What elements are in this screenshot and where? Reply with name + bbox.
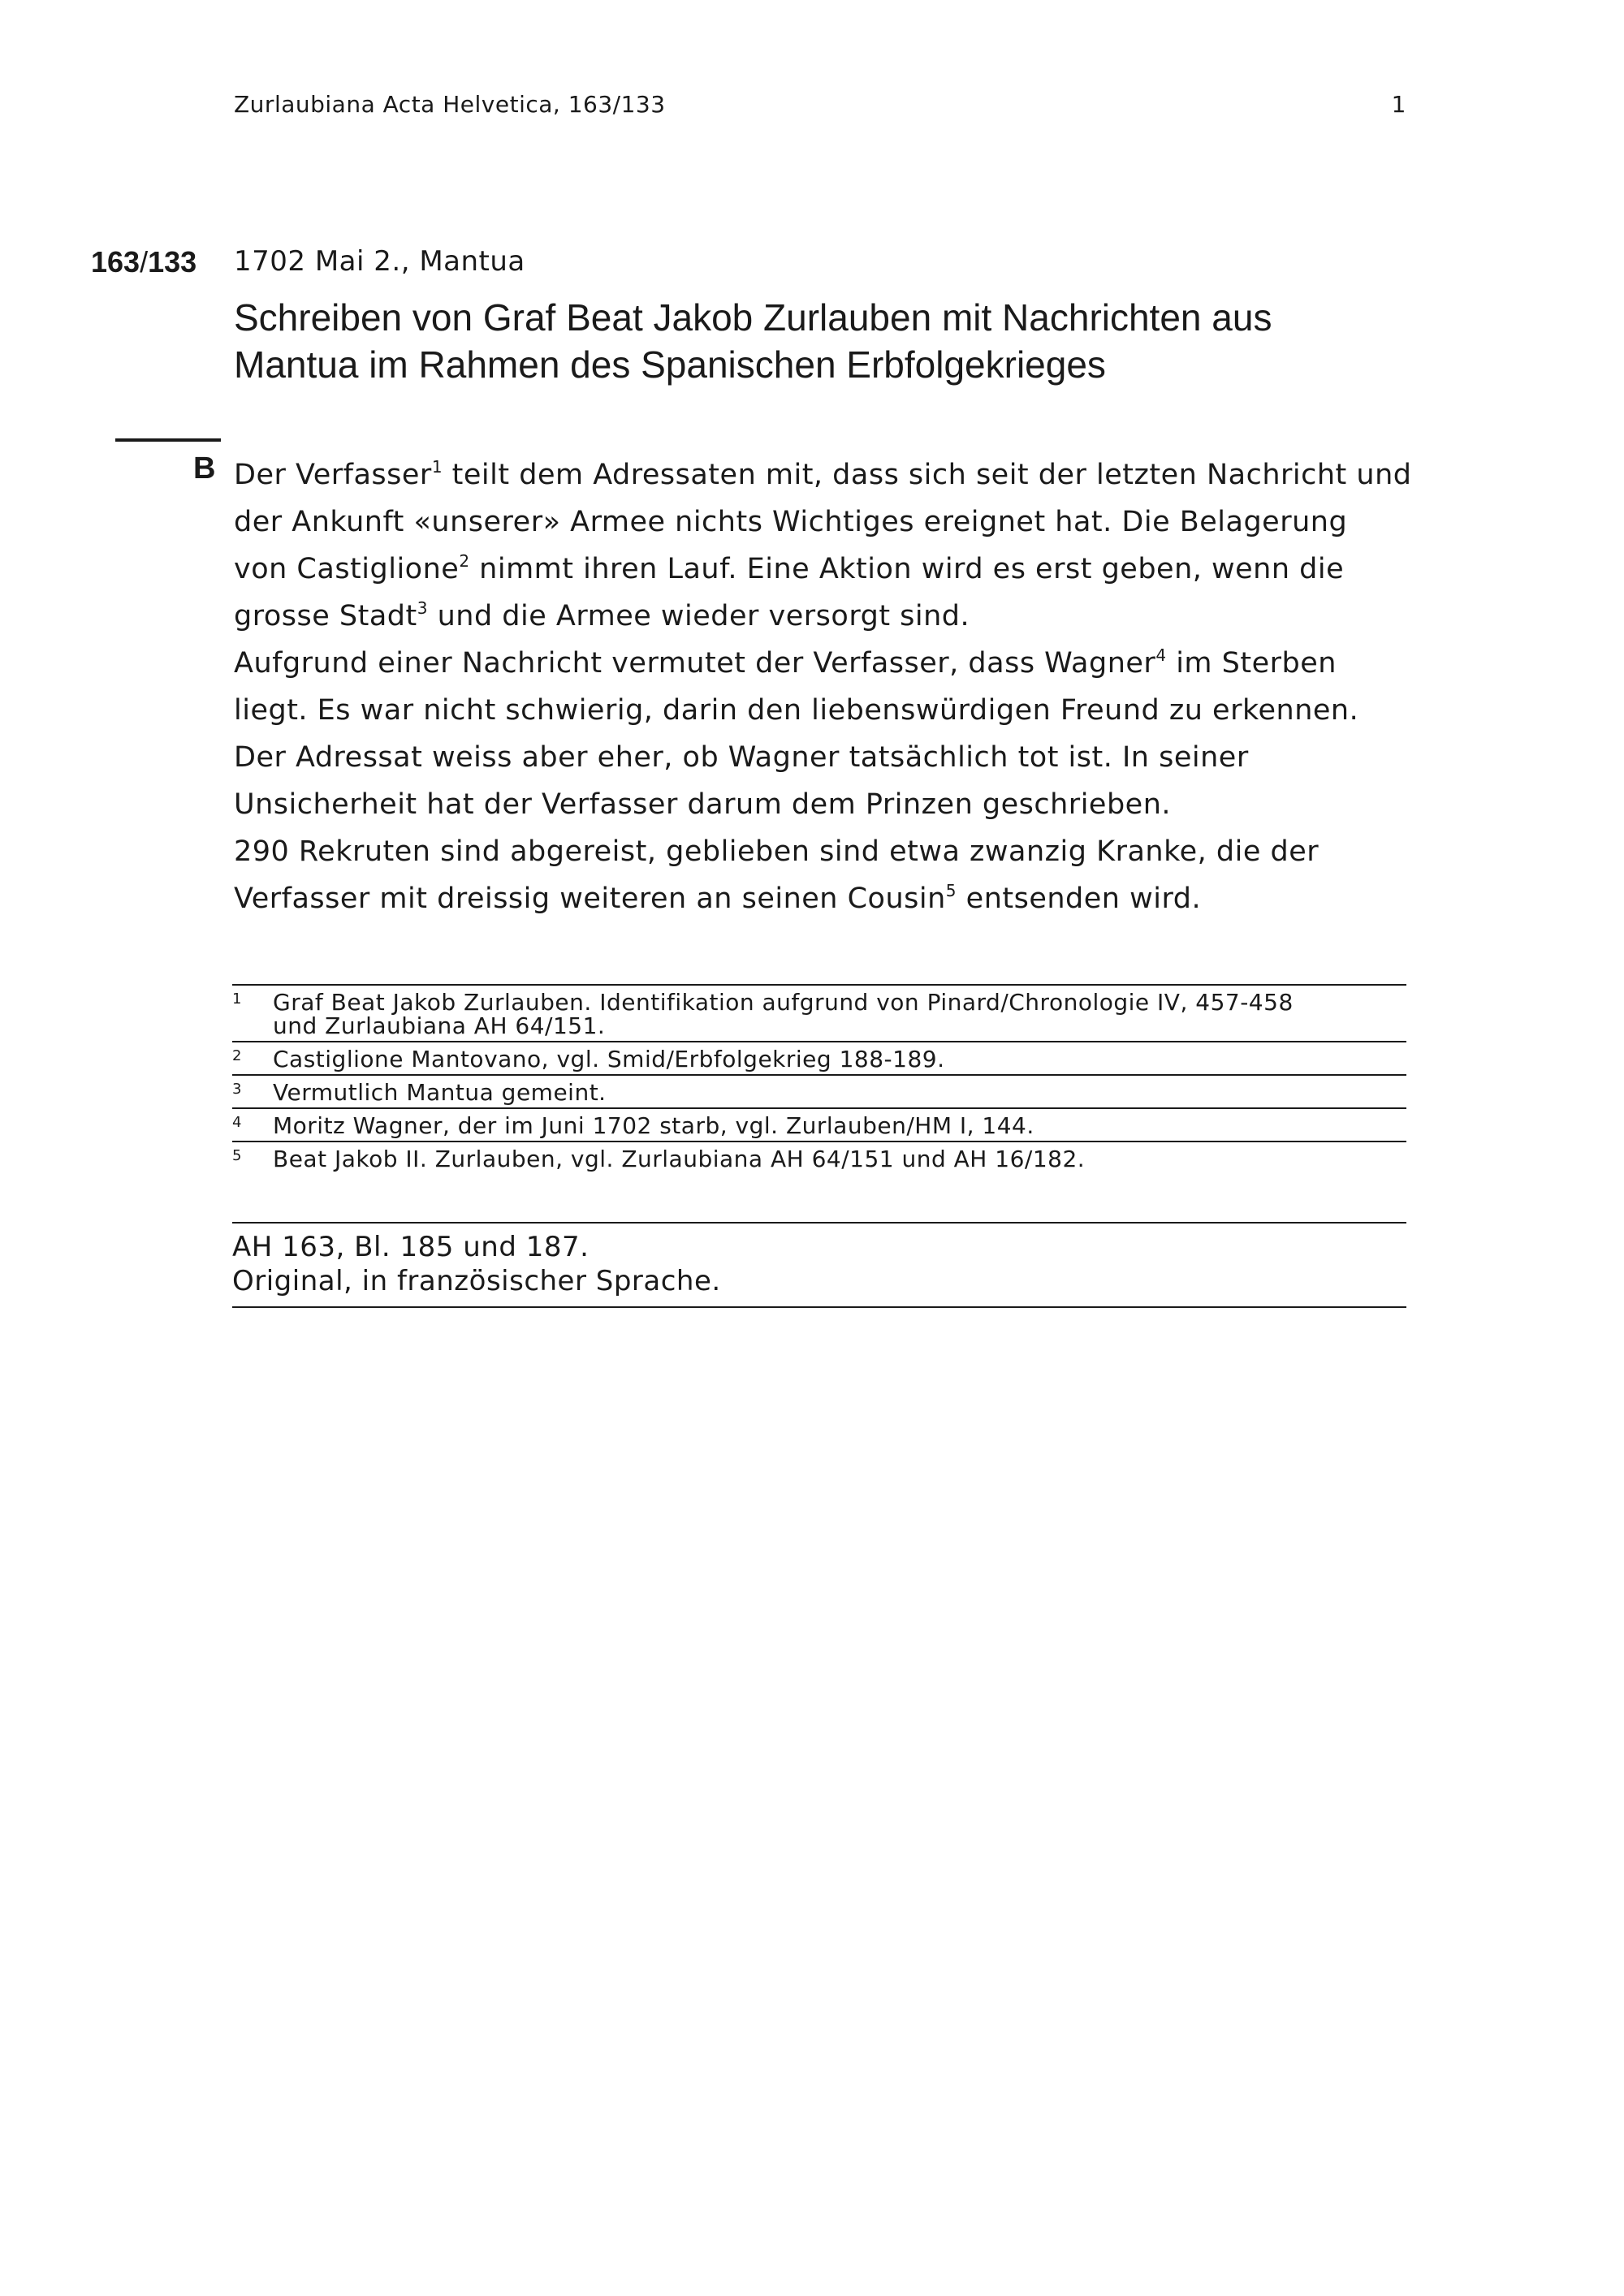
source-note <box>232 1222 1406 1308</box>
summary-line: der Ankunft «unserer» Armee nichts Wichtiges ereignet hat. Die Belagerung <box>234 506 1348 538</box>
footnote-text: Moritz Wagner, der im Juni 1702 starb, vgl. Zurlauben/HM I, 144. <box>273 1112 1034 1139</box>
document-date-place: 1702 Mai 2., Mantua <box>234 245 525 278</box>
footnote-item <box>232 1141 1406 1174</box>
footnote-text: und Zurlaubiana AH 64/151. <box>273 1012 606 1039</box>
document-number-part: 133 <box>148 245 197 278</box>
page-number: 1 <box>1391 91 1406 118</box>
footnote-reference[interactable]: 1 <box>431 457 443 477</box>
footnote-number: 1 <box>232 990 242 1008</box>
footnotes <box>232 984 1406 1174</box>
section-marker-rule <box>115 438 221 442</box>
summary-text-run: grosse Stadt <box>234 600 417 632</box>
document-title-line: Schreiben von Graf Beat Jakob Zurlauben mit Nachrichten aus <box>234 296 1272 339</box>
footnote-reference[interactable]: 2 <box>459 551 470 571</box>
running-header <box>234 91 1406 132</box>
footnote-item <box>232 1041 1406 1074</box>
footnote-number: 5 <box>232 1147 242 1164</box>
footnote-text: Graf Beat Jakob Zurlauben. Identifikation aufgrund von Pinard/Chronologie IV, 457-458 <box>273 989 1294 1016</box>
footnote-item <box>232 1074 1406 1107</box>
footnote-reference[interactable]: 4 <box>1155 645 1167 665</box>
document-title <box>234 294 1403 388</box>
summary-text-run: nimmt ihren Lauf. Eine Aktion wird es erst geben, wenn die <box>469 553 1345 585</box>
footnote-reference[interactable]: 5 <box>945 881 957 900</box>
summary-text-run: Aufgrund einer Nachricht vermutet der Verfasser, dass Wagner <box>234 647 1156 680</box>
summary-line: Unsicherheit hat der Verfasser darum dem Prinzen geschrieben. <box>234 788 1172 821</box>
summary-text-run: im Sterben <box>1166 647 1337 680</box>
summary-line <box>234 640 1419 687</box>
summary-text-run: entsenden wird. <box>957 883 1202 915</box>
footnote-number: 4 <box>232 1114 242 1131</box>
footnote-number: 2 <box>232 1047 242 1064</box>
summary-line <box>234 546 1419 593</box>
document-number-part: 163 <box>91 245 140 278</box>
summary-text-run: Verfasser mit dreissig weiteren an seinen Cousin <box>234 883 946 915</box>
summary-line: 290 Rekruten sind abgereist, geblieben sind etwa zwanzig Kranke, die der <box>234 835 1320 868</box>
summary-text-run: von Castiglione <box>234 553 460 585</box>
document-title-line: Mantua im Rahmen des Spanischen Erbfolgekrieges <box>234 343 1106 386</box>
running-title: Zurlaubiana Acta Helvetica, 163/133 <box>234 91 666 118</box>
footnote-item <box>232 1107 1406 1141</box>
source-line: AH 163, Bl. 185 und 187. <box>232 1231 590 1263</box>
footnote-number: 3 <box>232 1081 242 1098</box>
footnote-item <box>232 984 1406 1041</box>
summary-line: liegt. Es war nicht schwierig, darin den liebenswürdigen Freund zu erkennen. <box>234 694 1359 727</box>
summary-line <box>234 875 1419 922</box>
footnote-text: Castiglione Mantovano, vgl. Smid/Erbfolgekrieg 188-189. <box>273 1046 945 1072</box>
footnote-text: Vermutlich Mantua gemeint. <box>273 1079 607 1106</box>
summary-text-run: Der Verfasser <box>234 459 432 491</box>
summary-line: Der Adressat weiss aber eher, ob Wagner tatsächlich tot ist. In seiner <box>234 741 1249 774</box>
footnote-text: Beat Jakob II. Zurlauben, vgl. Zurlaubiana AH 64/151 und AH 16/182. <box>273 1146 1086 1172</box>
summary-text-run: teilt dem Adressaten mit, dass sich seit der letzten Nachricht und <box>443 459 1412 491</box>
source-line: Original, in französischer Sprache. <box>232 1265 721 1297</box>
summary-text <box>234 451 1419 922</box>
summary-text-run: und die Armee wieder versorgt sind. <box>427 600 970 632</box>
document-number <box>91 245 197 279</box>
summary-line <box>234 451 1419 498</box>
document-number-slash: / <box>140 245 149 278</box>
footnote-reference[interactable]: 3 <box>417 598 428 618</box>
summary-line <box>234 593 1419 640</box>
section-letter: B <box>193 451 216 486</box>
